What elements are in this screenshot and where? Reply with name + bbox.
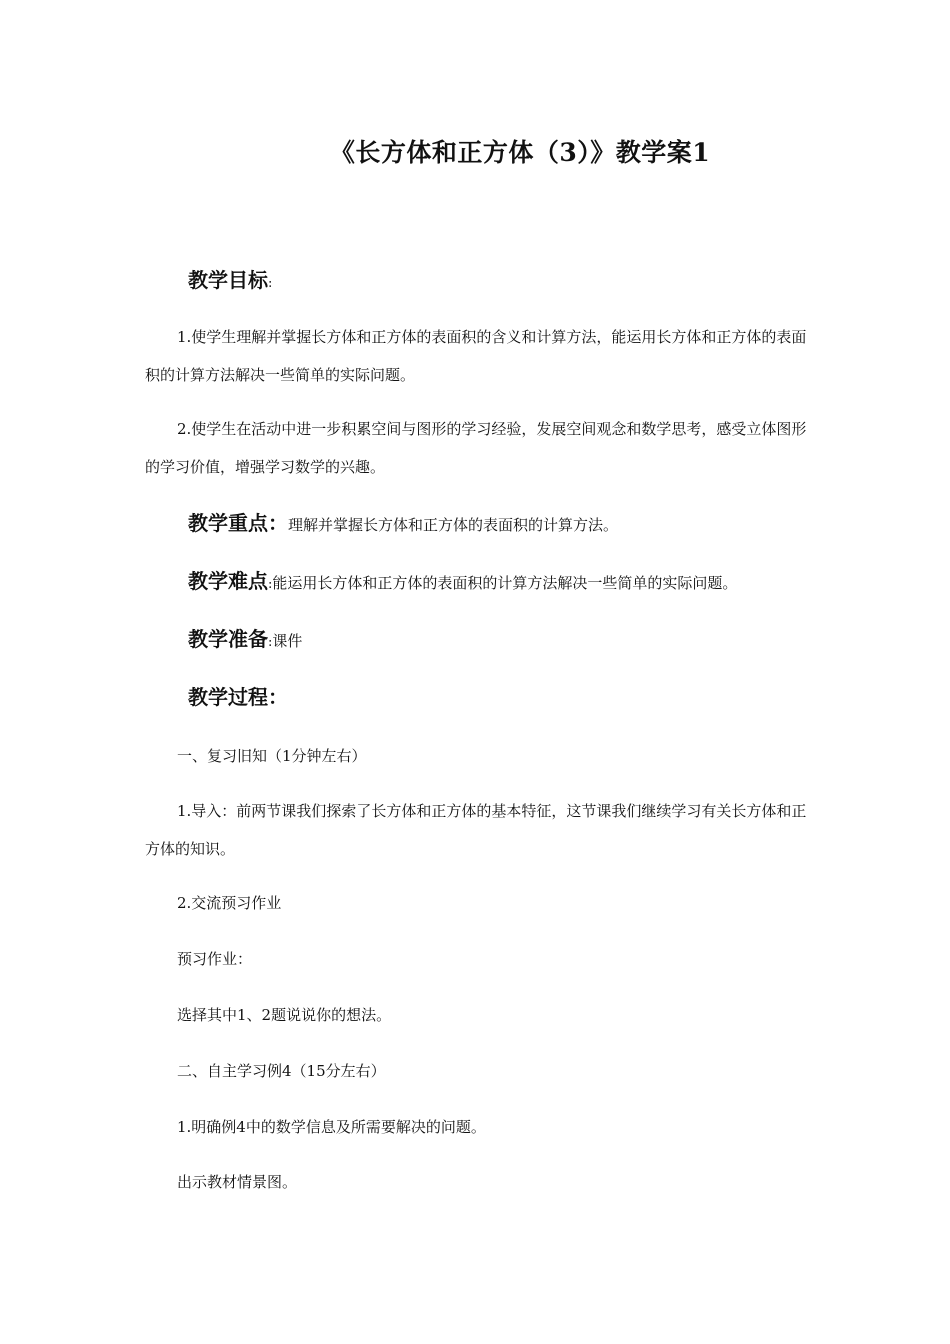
key-point-heading: 教学重点：: [188, 511, 288, 535]
section-review: 一、复习旧知（1分钟左右）: [177, 747, 367, 765]
section-self-study: 二、自主学习例4（15分左右）: [177, 1062, 386, 1080]
choose-line: 选择其中1、2题说说你的想法。: [177, 1006, 392, 1024]
exchange-line: 2.交流预习作业: [177, 894, 282, 912]
key-point-text: 理解并掌握长方体和正方体的表面积的计算方法。: [288, 516, 619, 534]
preview-line: 预习作业：: [177, 950, 253, 968]
goals-heading-colon: :: [268, 276, 273, 291]
clarify-line: 1.明确例4中的数学信息及所需要解决的问题。: [177, 1118, 486, 1136]
preparation-colon: :: [268, 635, 273, 650]
difficulty-heading: 教学难点: [188, 569, 268, 593]
goal-item-1: 1.使学生理解并掌握长方体和正方体的表面积的含义和计算方法，能运用长方体和正方体的表面积的计算方法解决一些简单的实际问题。: [145, 328, 807, 384]
document-title: 《长方体和正方体（3）》教学案1: [329, 138, 711, 167]
show-line: 出示教材情景图。: [177, 1173, 298, 1191]
preparation-text: 课件: [272, 632, 303, 650]
difficulty-colon: :: [268, 577, 273, 592]
key-point-row: [188, 511, 618, 537]
difficulty-row: [188, 569, 737, 597]
process-heading: 教学过程：: [188, 685, 288, 709]
preparation-row: [188, 627, 302, 655]
preparation-heading: 教学准备: [188, 627, 268, 651]
difficulty-text: 能运用长方体和正方体的表面积的计算方法解决一些简单的实际问题。: [272, 574, 738, 592]
goals-heading: [188, 268, 272, 296]
goals-heading-text: 教学目标: [188, 268, 268, 292]
goal-item-2: 2.使学生在活动中进一步积累空间与图形的学习经验，发展空间观念和数学思考，感受立体图形的学习价值，增强学习数学的兴趣。: [145, 420, 807, 476]
intro-paragraph: 1.导入：前两节课我们探索了长方体和正方体的基本特征，这节课我们继续学习有关长方体和正方体的知识。: [145, 802, 807, 858]
